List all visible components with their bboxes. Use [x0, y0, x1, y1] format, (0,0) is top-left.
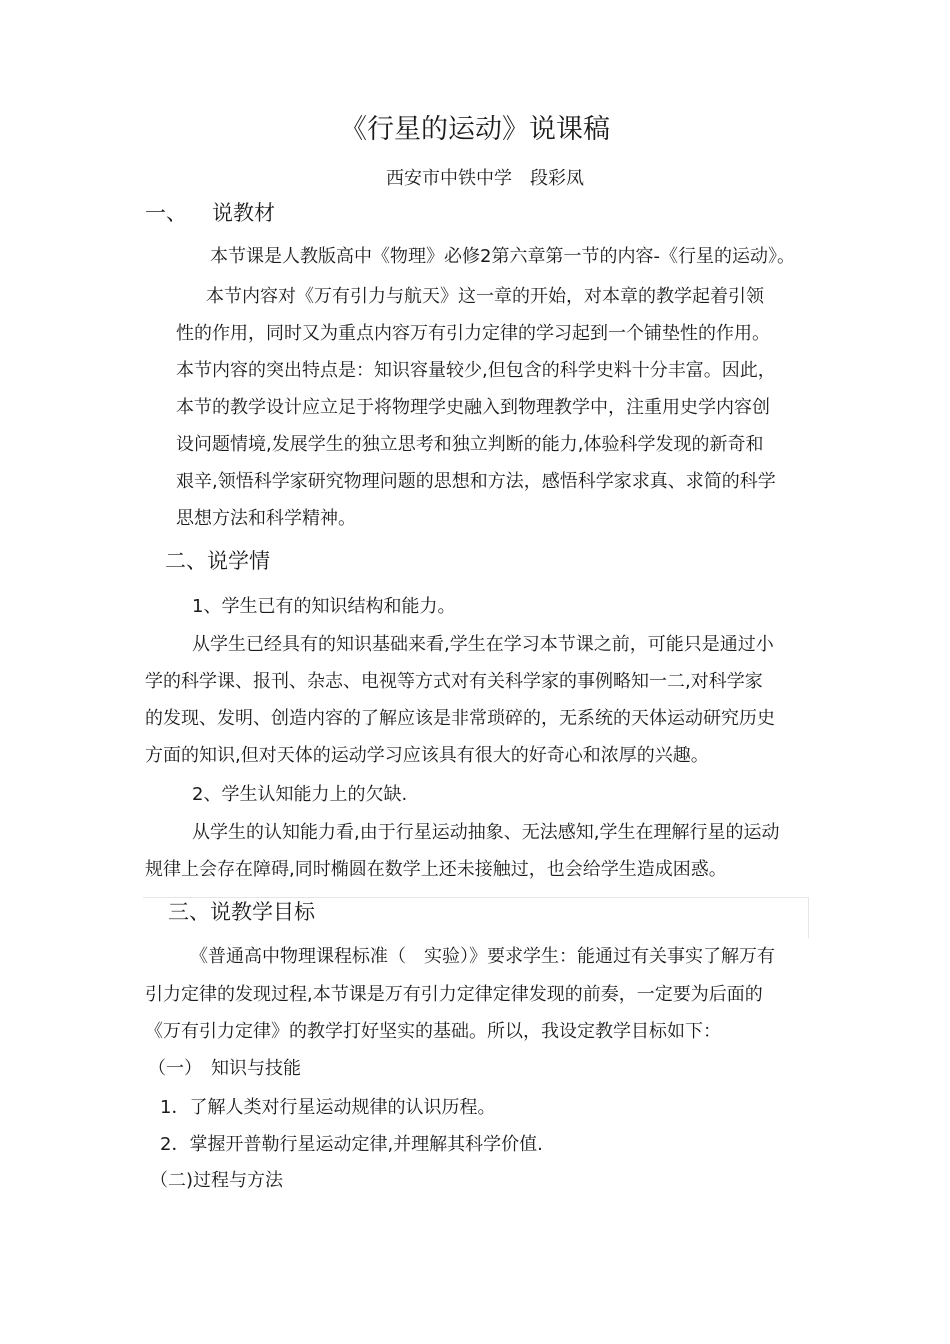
objective-2-heading: （二)过程与方法: [150, 1170, 284, 1191]
section-2-paragraph-1-line: 从学生已经具有的知识基础来看,学生在学习本节课之前，可能只是通过小: [192, 634, 774, 655]
section-2-paragraph-1-line: 学的科学课、报刊、杂志、电视等方式对有关科学家的事例略知一二,对科学家: [145, 671, 763, 692]
section-1-paragraph-2-line: 性的作用，同时又为重点内容万有引力定律的学习起到一个铺垫性的作用。: [176, 323, 770, 344]
section-1-paragraph-2-line: 本节的教学设计应立足于将物理学史融入到物理教学中，注重用史学内容创: [176, 397, 770, 418]
section-2-heading: 二、说学情: [165, 549, 270, 573]
section-2-paragraph-2-line: 从学生的认知能力看,由于行星运动抽象、无法感知,学生在理解行星的运动: [192, 822, 780, 843]
author-line: 西安市中铁中学 段彩凤: [386, 168, 584, 189]
section-1-number: 一、: [145, 201, 187, 225]
section-3-paragraph-line: 《普通高中物理课程标准（ 实验）》要求学生：能通过有关事实了解万有: [190, 946, 775, 967]
section-3-paragraph-line: 引力定律的发现过程,本节课是万有引力定律定律发现的前奏，一定要为后面的: [145, 984, 763, 1005]
section-2-paragraph-1-line: 方面的知识,但对天体的运动学习应该具有很大的好奇心和浓厚的兴趣。: [145, 745, 709, 766]
section-1-heading: 说教材: [212, 201, 275, 225]
section-1-paragraph-2-line: 设问题情境,发展学生的独立思考和独立判断的能力,体验科学发现的新奇和: [176, 434, 764, 455]
section-1-paragraph-2-line: 思想方法和科学精神。: [176, 508, 356, 529]
section-2-paragraph-1-line: 的发现、发明、创造内容的了解应该是非常琐碎的，无系统的天体运动研究历史: [145, 708, 775, 729]
section-1-paragraph-2-line: 艰辛,领悟科学家研究物理问题的思想和方法，感悟科学家求真、求简的科学: [176, 471, 776, 492]
section-2-paragraph-2-line: 规律上会存在障碍,同时椭圆在数学上还未接触过，也会给学生造成困惑。: [145, 859, 727, 880]
objective-1-heading: （一） 知识与技能: [148, 1058, 301, 1079]
objective-1-item: 2．掌握开普勒行星运动定律,并理解其科学价值.: [160, 1134, 543, 1155]
section-2-sub-heading-2: 2、学生认知能力上的欠缺.: [192, 784, 408, 805]
section-1-paragraph-1: 本节课是人教版高中《物理》必修2第六章第一节的内容-《行星的运动》。: [210, 246, 795, 267]
section-1-paragraph-2-line: 本节内容对《万有引力与航天》这一章的开始，对本章的教学起着引领: [206, 286, 764, 307]
page-title: 《行星的运动》说课稿: [340, 114, 610, 145]
objective-1-item: 1．了解人类对行星运动规律的认识历程。: [160, 1097, 496, 1118]
section-2-sub-heading-1: 1、学生已有的知识结构和能力。: [192, 596, 456, 617]
section-3-heading: 三、说教学目标: [168, 900, 315, 924]
section-3-paragraph-line: 《万有引力定律》的教学打好坚实的基础。所以，我设定教学目标如下：: [145, 1021, 721, 1042]
section-1-paragraph-2-line: 本节内容的突出特点是：知识容量较少,但包含的科学史料十分丰富。因此，: [176, 360, 776, 381]
